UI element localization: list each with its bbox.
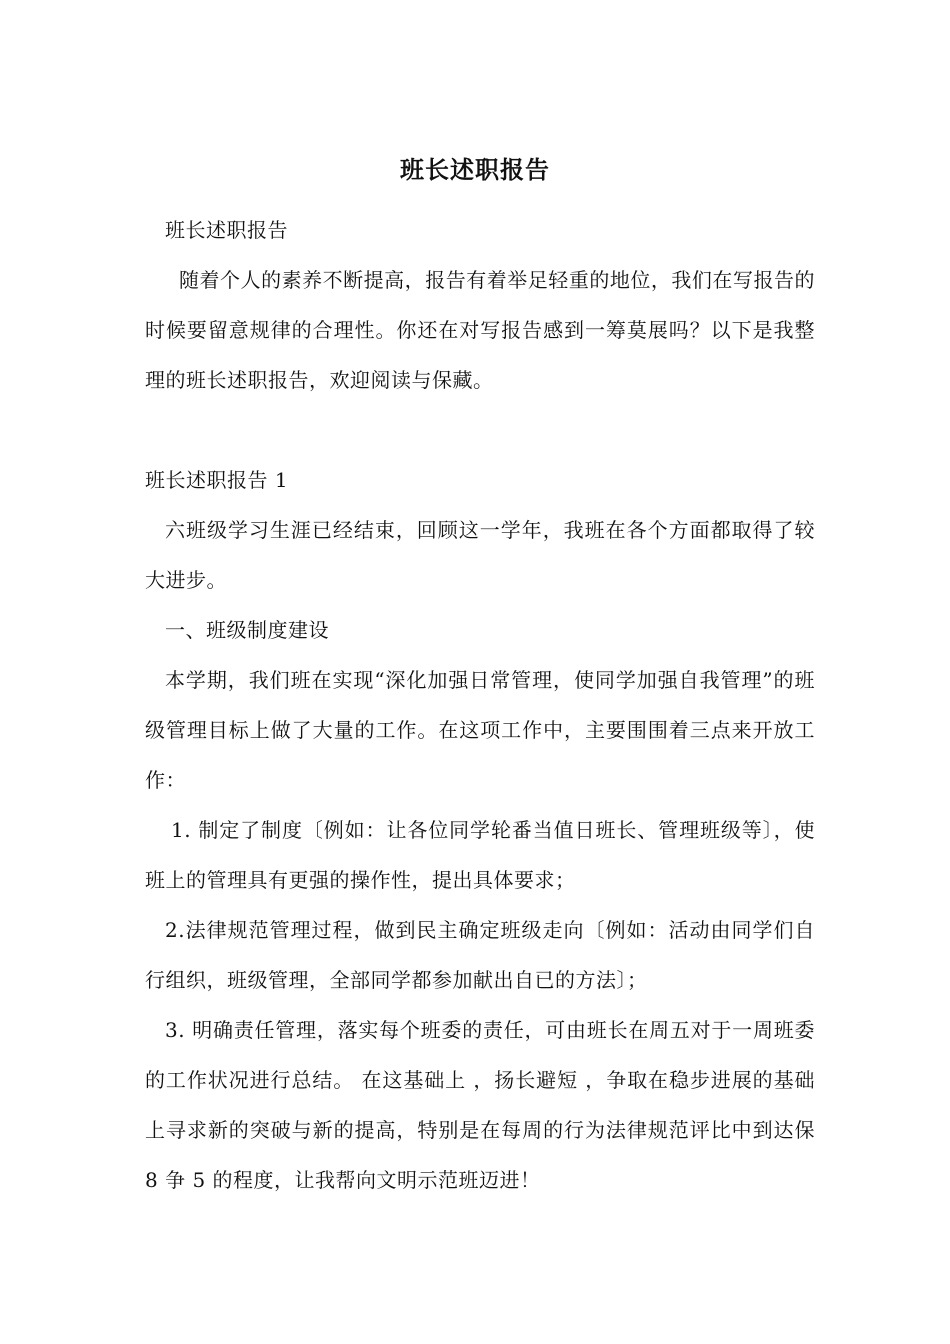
list-item-3: 3. 明确责任管理，落实每个班委的责任，可由班长在周五对于一周班委的工作状况进行总结。 在这基础上 ，扬长避短 ，争取在稳步进展的基础上寻求新的突破与新的提高，特别是在每周的行为法律规范评比中到达保 8 争 5 的程度，让我帮向文明示范班迈进！ xyxy=(145,1018,815,1192)
document-title: 班长述职报告 xyxy=(400,155,550,184)
paragraph-2: 本学期，我们班在实现“深化加强日常管理，使同学加强自我管理”的班级管理目标上做了大量的工作。在这项工作中，主要围围着三点来开放工作： xyxy=(145,668,815,792)
paragraph-gap xyxy=(145,405,815,455)
heading-1: 一、班级制度建设 xyxy=(165,618,329,642)
document-body xyxy=(145,205,815,1205)
list-item-2: 2.法律规范管理过程，做到民主确定班级走向〔例如：活动由同学们自行组织，班级管理，全部同学都参加献出自已的方法〕； xyxy=(145,918,815,992)
list-item-1: 1. 制定了制度〔例如：让各位同学轮番当值日班长、管理班级等〕，使班上的管理具有更强的操作性，提出具体要求； xyxy=(145,818,815,892)
section-heading: 班长述职报告 1 xyxy=(145,468,289,492)
paragraph-1: 六班级学习生涯已经结束，回顾这一学年，我班在各个方面都取得了较大进步。 xyxy=(145,518,815,592)
subtitle: 班长述职报告 xyxy=(165,218,288,242)
intro-paragraph: 随着个人的素养不断提高，报告有着举足轻重的地位，我们在写报告的时候要留意规律的合理性。你还在对写报告感到一筹莫展吗？以下是我整理的班长述职报告，欢迎阅读与保藏。 xyxy=(145,268,815,392)
